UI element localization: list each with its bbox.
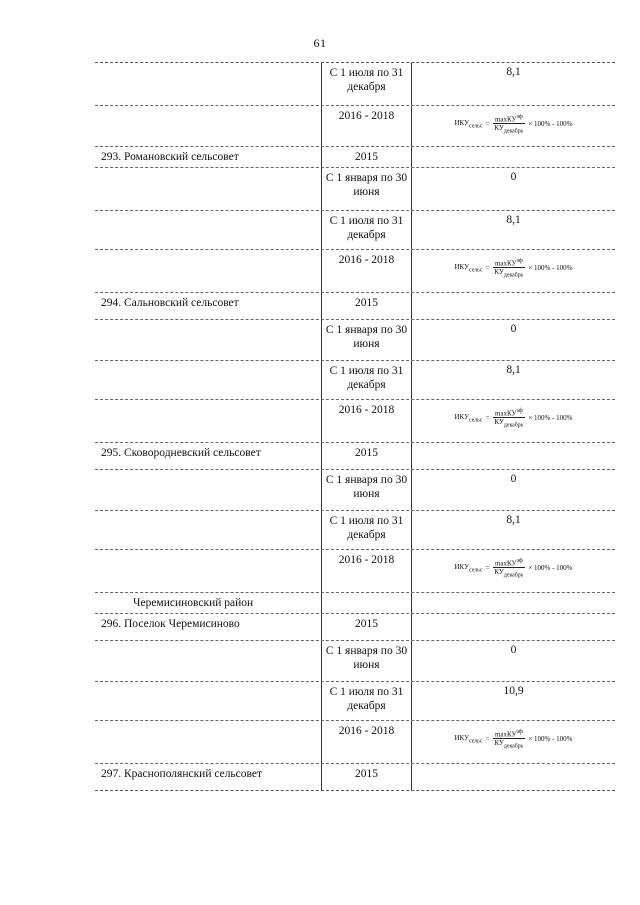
table-row [95,469,615,510]
value-cell: 10,9 [503,685,524,697]
district-heading: Черемисиновский район [95,593,322,613]
index-formula: $ИКУ_{сельс}$ = $\frac{\max КУ^{эф}}{КУ_{декабрь}}$ × 100% - 100% [454,558,573,579]
municipality-cell [95,511,322,549]
period-cell: 2015 [322,293,412,319]
index-formula: $ИКУ_{сельс}$ = $\frac{\max КУ^{эф}}{КУ_{декабрь}}$ × 100% - 100% [454,114,573,135]
formula-cell [412,106,615,146]
value-cell [412,293,615,319]
table-row [95,210,615,249]
municipality-cell [95,106,322,146]
municipality-cell: 294. Сальновский сельсовет [95,293,322,319]
tariff-table [95,62,615,791]
municipality-cell [95,721,322,763]
value-cell [412,593,615,613]
municipality-cell [95,400,322,442]
period-cell: 2015 [322,443,412,469]
value-cell [412,614,615,640]
formula-cell [412,250,615,292]
municipality-cell: 296. Поселок Черемисиново [95,614,322,640]
table-row [95,681,615,720]
table-row [95,592,615,613]
period-cell: 2016 - 2018 [322,400,412,442]
period-cell: С 1 января по 30 июня [322,641,412,681]
value-cell: 0 [510,171,517,183]
table-row [95,549,615,592]
period-cell: С 1 июля по 31 декабря [322,211,412,249]
table-row [95,399,615,442]
period-cell: 2015 [322,614,412,640]
table-row [95,510,615,549]
value-cell: 8,1 [506,66,521,78]
table-row [95,146,615,167]
period-cell: 2016 - 2018 [322,550,412,592]
municipality-cell [95,550,322,592]
formula-cell [412,400,615,442]
table-row [95,720,615,763]
table-row [95,613,615,640]
period-cell: С 1 июля по 31 декабря [322,511,412,549]
municipality-cell [95,641,322,681]
table-row [95,319,615,360]
value-cell: 8,1 [506,514,521,526]
municipality-cell: 293. Романовский сельсовет [95,147,322,167]
municipality-cell [95,211,322,249]
period-cell: С 1 июля по 31 декабря [322,361,412,399]
municipality-cell [95,682,322,720]
index-formula: $ИКУ_{сельс}$ = $\frac{\max КУ^{эф}}{КУ_{декабрь}}$ × 100% - 100% [454,408,573,429]
period-cell: 2015 [322,764,412,790]
formula-cell [412,721,615,763]
municipality-cell [95,470,322,510]
period-cell: С 1 июля по 31 декабря [322,63,412,105]
municipality-cell [95,361,322,399]
value-cell: 0 [510,644,517,656]
table-row [95,763,615,790]
value-cell: 8,1 [506,364,521,376]
municipality-cell: 295. Сковородневский сельсовет [95,443,322,469]
period-cell: 2016 - 2018 [322,721,412,763]
value-cell [412,443,615,469]
municipality-cell [95,320,322,360]
value-cell: 0 [510,323,517,335]
municipality-cell [95,168,322,210]
table-row [95,292,615,319]
municipality-cell: 297. Краснополянский сельсовет [95,764,322,790]
period-cell [322,593,412,613]
table-row [95,105,615,146]
table-row [95,442,615,469]
index-formula: $ИКУ_{сельс}$ = $\frac{\max КУ^{эф}}{КУ_{декабрь}}$ × 100% - 100% [454,258,573,279]
table-row [95,249,615,292]
municipality-cell [95,250,322,292]
period-cell: С 1 января по 30 июня [322,168,412,210]
table-row [95,360,615,399]
period-cell: С 1 января по 30 июня [322,470,412,510]
table-row [95,640,615,681]
index-formula: $ИКУ_{сельс}$ = $\frac{\max КУ^{эф}}{КУ_{декабрь}}$ × 100% - 100% [454,729,573,750]
formula-cell [412,550,615,592]
value-cell [412,147,615,167]
period-cell: С 1 июля по 31 декабря [322,682,412,720]
period-cell: 2015 [322,147,412,167]
table-row [95,167,615,210]
value-cell [412,764,615,790]
page-number: 61 [313,36,327,50]
period-cell: С 1 января по 30 июня [322,320,412,360]
municipality-cell [95,63,322,105]
value-cell: 8,1 [506,214,521,226]
table-row [95,63,615,105]
period-cell: 2016 - 2018 [322,106,412,146]
value-cell: 0 [510,473,517,485]
period-cell: 2016 - 2018 [322,250,412,292]
